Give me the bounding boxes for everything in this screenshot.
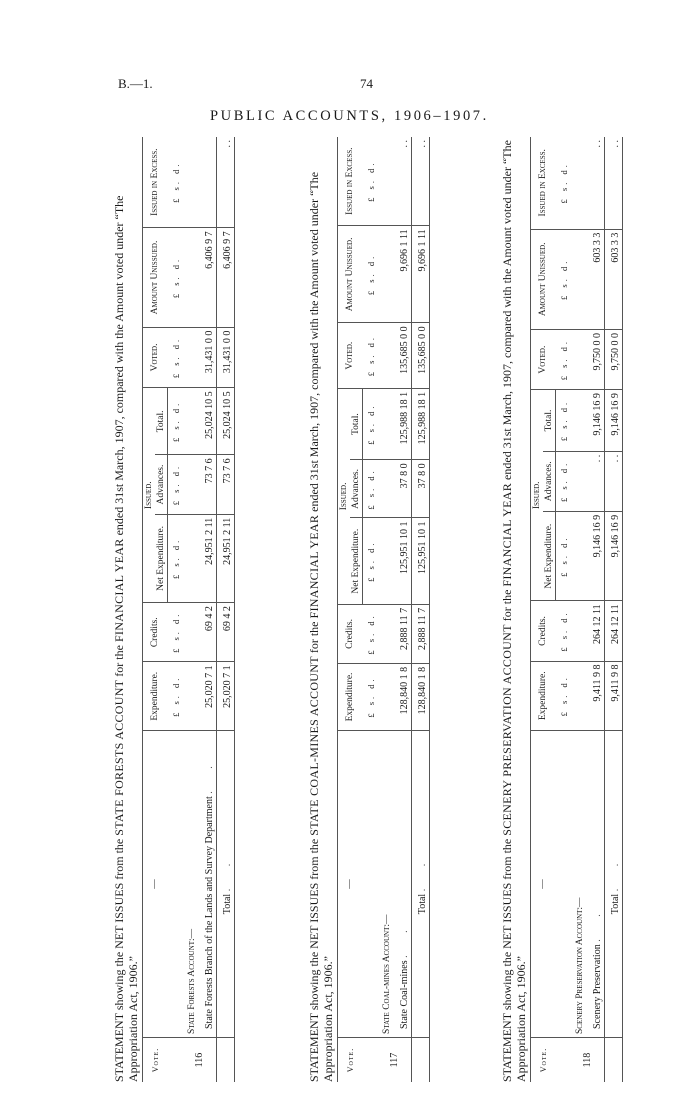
total-voted-cell: 135,685 0 0 xyxy=(412,323,430,389)
total-advances-cell: . . xyxy=(605,451,623,511)
account-name: State Coal-mines Account:— xyxy=(382,914,392,1034)
account-row xyxy=(570,137,587,1082)
advances-cell: . . xyxy=(587,451,605,511)
net-expenditure-header: Net Expenditure. xyxy=(350,518,363,604)
units-row: £ s. d. £ s. d. £ s. d. £ s. d. £ s. d. £ s. d. £ s. d. £ s. d. xyxy=(168,137,183,1082)
statement-table xyxy=(337,137,430,1082)
statement-table xyxy=(530,137,623,1082)
total-credits-cell: 264 12 11 xyxy=(605,601,623,661)
total-row xyxy=(412,137,430,1082)
table-row xyxy=(394,137,412,1082)
total-total-cell: 25,024 10 5 xyxy=(217,388,235,455)
amount-unissued-header: Amount Unissued. xyxy=(338,226,363,323)
item-description: Scenery Preservation . . xyxy=(587,731,605,1038)
net-expenditure-header: Net Expenditure. xyxy=(543,511,556,601)
total-label: Total . . xyxy=(605,731,623,1038)
credits-header: Credits. xyxy=(143,603,168,662)
voted-cell: 31,431 0 0 xyxy=(199,327,217,388)
advances-header: Advances. xyxy=(350,460,363,518)
issued-header: Issued. xyxy=(338,388,351,604)
unissued-cell: 6,406 9 7 xyxy=(199,228,217,327)
statement-title: STATEMENT showing the NET ISSUES from the STATE COAL-MINES ACCOUNT for the FINANCIAL YEAR ended 31st March, 1907, compared with the Amount voted under “The Appropriation Act, 1906.” xyxy=(307,171,335,1082)
net-expenditure-cell: 24,951 2 11 xyxy=(199,514,217,602)
unissued-cell: 9,696 1 11 xyxy=(394,226,412,323)
net-expenditure-cell: 9,146 16 9 xyxy=(587,511,605,601)
statement-table xyxy=(142,137,235,1082)
vote-number: 116 xyxy=(193,1052,205,1068)
issued-in-excess-header: Issued in Excess. xyxy=(143,137,168,228)
vote-number: 118 xyxy=(581,1052,593,1068)
excess-cell xyxy=(199,137,217,228)
net-expenditure-header: Net Expenditure. xyxy=(155,514,168,602)
total-cell: 9,146 16 9 xyxy=(587,390,605,452)
voted-cell: 9,750 0 0 xyxy=(587,330,605,390)
total-cell: 125,988 18 1 xyxy=(394,388,412,460)
page-number: 74 xyxy=(360,76,373,91)
total-credits-cell: 69 4 2 xyxy=(217,603,235,662)
issued-header: Issued. xyxy=(531,390,544,601)
advances-cell: 37 8 0 xyxy=(394,460,412,518)
total-cell: 25,024 10 5 xyxy=(199,388,217,455)
advances-header: Advances. xyxy=(543,451,556,511)
total-unissued-cell: 603 3 3 xyxy=(605,229,623,329)
total-header: Total. xyxy=(350,388,363,460)
credits-cell: 2,888 11 7 xyxy=(394,604,412,663)
total-total-cell: 9,146 16 9 xyxy=(605,390,623,452)
advances-cell: 73 7 6 xyxy=(199,455,217,514)
voted-header: Voted. xyxy=(143,327,168,388)
credits-header: Credits. xyxy=(338,604,363,663)
description-header: — xyxy=(143,731,168,1038)
units-row: £ s. d. £ s. d. £ s. d. £ s. d. £ s. d. £ s. d. £ s. d. £ s. d. xyxy=(556,137,571,1082)
statement-title: STATEMENT showing the NET ISSUES from the SCENERY PRESERVATION ACCOUNT for the FINANCIAL YEAR ended 31st March, 1907, compared with the Amount voted under “The Appropriation Act, 1906.” xyxy=(500,140,528,1082)
expenditure-header: Expenditure. xyxy=(531,661,556,730)
expenditure-header: Expenditure. xyxy=(338,663,363,730)
expenditure-header: Expenditure. xyxy=(143,662,168,731)
description-header: — xyxy=(531,731,556,1038)
table-row xyxy=(587,137,605,1082)
item-description: State Coal-mines . . xyxy=(394,731,412,1038)
total-net-expenditure-cell: 9,146 16 9 xyxy=(605,511,623,601)
voted-header: Voted. xyxy=(531,330,556,390)
total-net-expenditure-cell: 125,951 10 1 xyxy=(412,518,430,604)
voted-cell: 135,685 0 0 xyxy=(394,323,412,389)
credits-header: Credits. xyxy=(531,601,556,661)
table-row xyxy=(199,137,217,1082)
statement-state-coal-mines xyxy=(307,137,492,1082)
total-unissued-cell: 6,406 9 7 xyxy=(217,228,235,327)
total-advances-cell: 73 7 6 xyxy=(217,455,235,514)
expenditure-cell: 25,020 7 1 xyxy=(199,662,217,731)
issued-in-excess-header: Issued in Excess. xyxy=(531,137,556,229)
expenditure-cell: 128,840 1 8 xyxy=(394,663,412,730)
credits-cell: 264 12 11 xyxy=(587,601,605,661)
statement-scenery-preservation xyxy=(500,137,685,1082)
item-description: State Forests Branch of the Lands and Survey Department . . xyxy=(199,731,217,1038)
excess-cell: . . xyxy=(394,137,412,226)
account-name: Scenery Preservation Account:— xyxy=(575,897,585,1034)
total-excess-cell: . . xyxy=(412,137,430,226)
total-voted-cell: 9,750 0 0 xyxy=(605,330,623,390)
vote-header: Vote. xyxy=(531,1038,556,1083)
total-excess-cell: . . xyxy=(217,137,235,228)
units-row: £ s. d. £ s. d. £ s. d. £ s. d. £ s. d. £ s. d. £ s. d. £ s. d. xyxy=(363,137,378,1082)
vote-number: 117 xyxy=(388,1052,400,1068)
total-expenditure-cell: 25,020 7 1 xyxy=(217,662,235,731)
amount-unissued-header: Amount Unissued. xyxy=(143,228,168,327)
total-net-expenditure-cell: 24,951 2 11 xyxy=(217,514,235,602)
total-row xyxy=(217,137,235,1082)
statement-title: STATEMENT showing the NET ISSUES from the STATE FORESTS ACCOUNT for the FINANCIAL YEAR ended 31st March, 1907, compared with the Amount voted under “The Appropriation Act, 1906.” xyxy=(112,195,140,1082)
total-label: Total . . xyxy=(217,731,235,1038)
total-header: Total. xyxy=(155,388,168,455)
total-label: Total . . xyxy=(412,731,430,1038)
total-excess-cell: . . xyxy=(605,137,623,229)
net-expenditure-cell: 125,951 10 1 xyxy=(394,518,412,604)
total-advances-cell: 37 8 0 xyxy=(412,460,430,518)
total-header: Total. xyxy=(543,390,556,452)
vote-header: Vote. xyxy=(143,1038,168,1083)
expenditure-cell: 9,411 9 8 xyxy=(587,661,605,730)
total-expenditure-cell: 128,840 1 8 xyxy=(412,663,430,730)
total-row xyxy=(605,137,623,1082)
issued-header: Issued. xyxy=(143,388,156,603)
total-credits-cell: 2,888 11 7 xyxy=(412,604,430,663)
credits-cell: 69 4 2 xyxy=(199,603,217,662)
total-voted-cell: 31,431 0 0 xyxy=(217,327,235,388)
account-name: State Forests Account:— xyxy=(187,928,197,1034)
excess-cell: . . xyxy=(587,137,605,229)
account-row xyxy=(377,137,394,1082)
document-reference: B.—1. xyxy=(118,76,153,91)
vote-header: Vote. xyxy=(338,1038,363,1083)
issued-in-excess-header: Issued in Excess. xyxy=(338,137,363,226)
description-header: — xyxy=(338,731,363,1038)
page-title: PUBLIC ACCOUNTS, 1906–1907. xyxy=(210,108,489,124)
statement-state-forests xyxy=(112,137,297,1082)
voted-header: Voted. xyxy=(338,323,363,389)
advances-header: Advances. xyxy=(155,455,168,514)
total-expenditure-cell: 9,411 9 8 xyxy=(605,661,623,730)
unissued-cell: 603 3 3 xyxy=(587,229,605,329)
total-total-cell: 125,988 18 1 xyxy=(412,388,430,460)
amount-unissued-header: Amount Unissued. xyxy=(531,229,556,329)
account-row xyxy=(182,137,199,1082)
total-unissued-cell: 9,696 1 11 xyxy=(412,226,430,323)
